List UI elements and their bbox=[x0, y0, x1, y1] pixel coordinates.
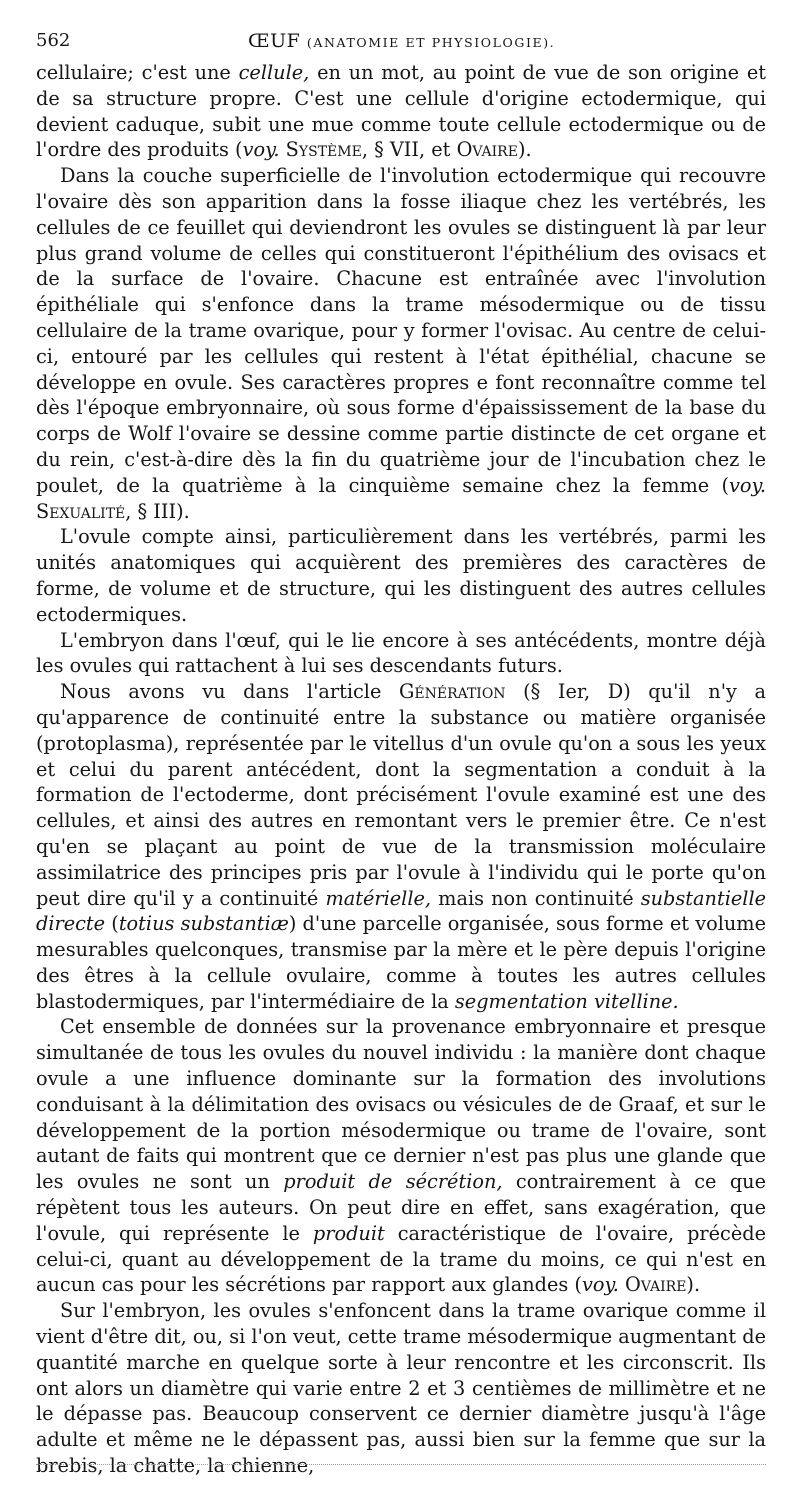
running-title-sub: (ANATOMIE ET PHYSIOLOGIE). bbox=[306, 35, 556, 50]
text-run: Cet ensemble de données sur la provenance embryonnaire et presque simultanée de tous les ovules du nouvel individu : la manière dont chaque ovule a une influence dominante sur la formation des involutions conduisant à la délimitation des ovisacs ou vésicules de de Graaf, et sur le développement de la portion mésodermique ou trame de l'ovaire, sont autant de faits qui montrent que ce dernier n'est pas plus une glande que les ovules ne sont un bbox=[36, 1015, 766, 1194]
paragraph-5 bbox=[36, 679, 766, 1014]
text-run: Sur l'embryon, les ovules s'enfoncent dans la trame ovarique comme il vient d'être dit, ou, si l'on veut, cette trame mésodermique augmentant de quantité marche en quelque sorte à leur rencontre et les circonscrit. Ils ont alors un diamètre qui varie entre 2 et 3 centièmes de millimètre et ne le dépasse pas. Beaucoup conservent ce dernier diamètre jusqu'à l'âge adulte et même ne le dépassent pas, aussi bien sur la femme que sur la brebis, la chatte, la chienne, bbox=[36, 1299, 766, 1478]
running-title bbox=[248, 30, 555, 52]
cross-reference: Génération bbox=[398, 680, 506, 704]
paragraph-1 bbox=[36, 60, 766, 163]
text-run: L'embryon dans l'œuf, qui le lie encore à ses antécédents, montre déjà les ovules qui rattachent à lui ses descendants futurs. bbox=[36, 628, 766, 678]
italic-run: produit de sécrétion, bbox=[283, 1170, 503, 1194]
text-run: , § VII, et bbox=[361, 138, 457, 162]
text-run: en un mot, au point de vue de son origine et de sa structure propre. C'est une cellule d'origine ectodermique, qui devient caduque, subit une mue comme toute cellule ectodermique ou de l'ordre des produits ( bbox=[36, 61, 767, 162]
footer-rule bbox=[36, 1464, 766, 1465]
italic-run: produit bbox=[312, 1221, 385, 1245]
italic-run: voy. bbox=[242, 138, 280, 162]
italic-run: matérielle, bbox=[325, 886, 432, 910]
italic-run: voy. bbox=[581, 1273, 619, 1297]
text-run: mais non continuité bbox=[431, 886, 641, 910]
paragraph-4 bbox=[36, 628, 766, 680]
text-run: Nous avons vu dans l'article bbox=[60, 680, 399, 704]
italic-run: substantielle directe bbox=[36, 886, 767, 936]
running-header bbox=[36, 30, 766, 60]
paragraph-7 bbox=[36, 1298, 766, 1479]
italic-run: cellule, bbox=[238, 61, 310, 84]
text-run: caractéristique de l'ovaire, précède celui-ci, quant au développement de la trame du moins, ce qui n'est en aucun cas pour les sécrétions par rapport aux glandes ( bbox=[36, 1221, 767, 1297]
cross-reference: Système bbox=[285, 138, 362, 162]
italic-run: totius substantiæ bbox=[118, 912, 289, 936]
text-run: ) d'une parcelle organisée, sous forme et volume mesurables quelconques, transmise par la mère et le père depuis l'origine des êtres à la cellule ovulaire, comme à toutes les autres cellules blastodermiques, par l'intermédiaire de la bbox=[36, 912, 766, 1013]
text-run: cellulaire; c'est une bbox=[36, 61, 239, 84]
italic-run: voy. bbox=[729, 473, 766, 497]
text-run: (§ Ier, D) qu'il n'y a qu'apparence de continuité entre la substance ou matière organisée (protoplasma), représentée par le vitellus d'un ovule qu'on a sous les yeux et celui du parent antécédent, dont la segmentation a conduit à la formation de l'ectoderme, dont précisément l'ovule examiné est une des cellules, et ainsi des autres en remontant vers le premier être. Ce n'est qu'en se plaçant au point de vue de la transmission moléculaire assimilatrice des principes pris par l'ovule à l'individu qui le porte qu'on peut dire qu'il y a continuité bbox=[36, 680, 766, 910]
text-run: L'ovule compte ainsi, particulièrement dans les vertébrés, parmi les unités anatomiques qui acquièrent des premières des caractères de forme, de volume et de structure, qui les distinguent des autres cellules ectodermiques. bbox=[36, 525, 766, 626]
paragraph-2 bbox=[36, 163, 766, 524]
running-title-main: ŒUF bbox=[248, 30, 301, 52]
text-run: ( bbox=[105, 912, 119, 936]
text-run: contrairement à ce que répètent tous les auteurs. On peut dire en effet, sans exagération, que l'ovule, qui représente le bbox=[36, 1170, 766, 1245]
cross-reference: Ovaire bbox=[625, 1273, 687, 1297]
paragraph-3 bbox=[36, 524, 766, 627]
cross-reference: Sexualité bbox=[36, 499, 126, 523]
paragraph-6 bbox=[36, 1014, 766, 1298]
text-run: , § III). bbox=[125, 499, 190, 523]
body-text bbox=[36, 60, 766, 1479]
text-run: Dans la couche superficielle de l'involution ectodermique qui recouvre l'ovaire dès son apparition dans la fosse iliaque chez les vertébrés, les cellules de ce feuillet qui deviendront les ovules se distinguent là par leur plus grand volume de celles qui constitueront l'épithélium des ovisacs et de la surface de l'ovaire. Chacune est entraînée avec l'involution épithéliale qui s'enfonce dans la trame mésodermique ou de tissu cellulaire de la trame ovarique, pour y former l'ovisac. Au centre de celui-ci, entouré par les cellules qui restent à l'état épithélial, chacune se développe en ovule. Ses caractères propres e font reconnaître comme tel dès l'époque embryonnaire, où sous forme d'épaississement de la base du corps de Wolf l'ovaire se dessine comme partie distincte de cet organe et du rein, c'est-à-dire dès la fin du quatrième jour de l'incubation chez le poulet, de la quatrième à la cinquième semaine chez la femme ( bbox=[36, 164, 766, 497]
cross-reference: Ovaire bbox=[456, 138, 518, 162]
page-number: 562 bbox=[36, 30, 71, 51]
text-run: ). bbox=[517, 138, 532, 162]
italic-run: segmentation vitelline. bbox=[454, 989, 679, 1013]
text-run: ). bbox=[686, 1273, 701, 1297]
